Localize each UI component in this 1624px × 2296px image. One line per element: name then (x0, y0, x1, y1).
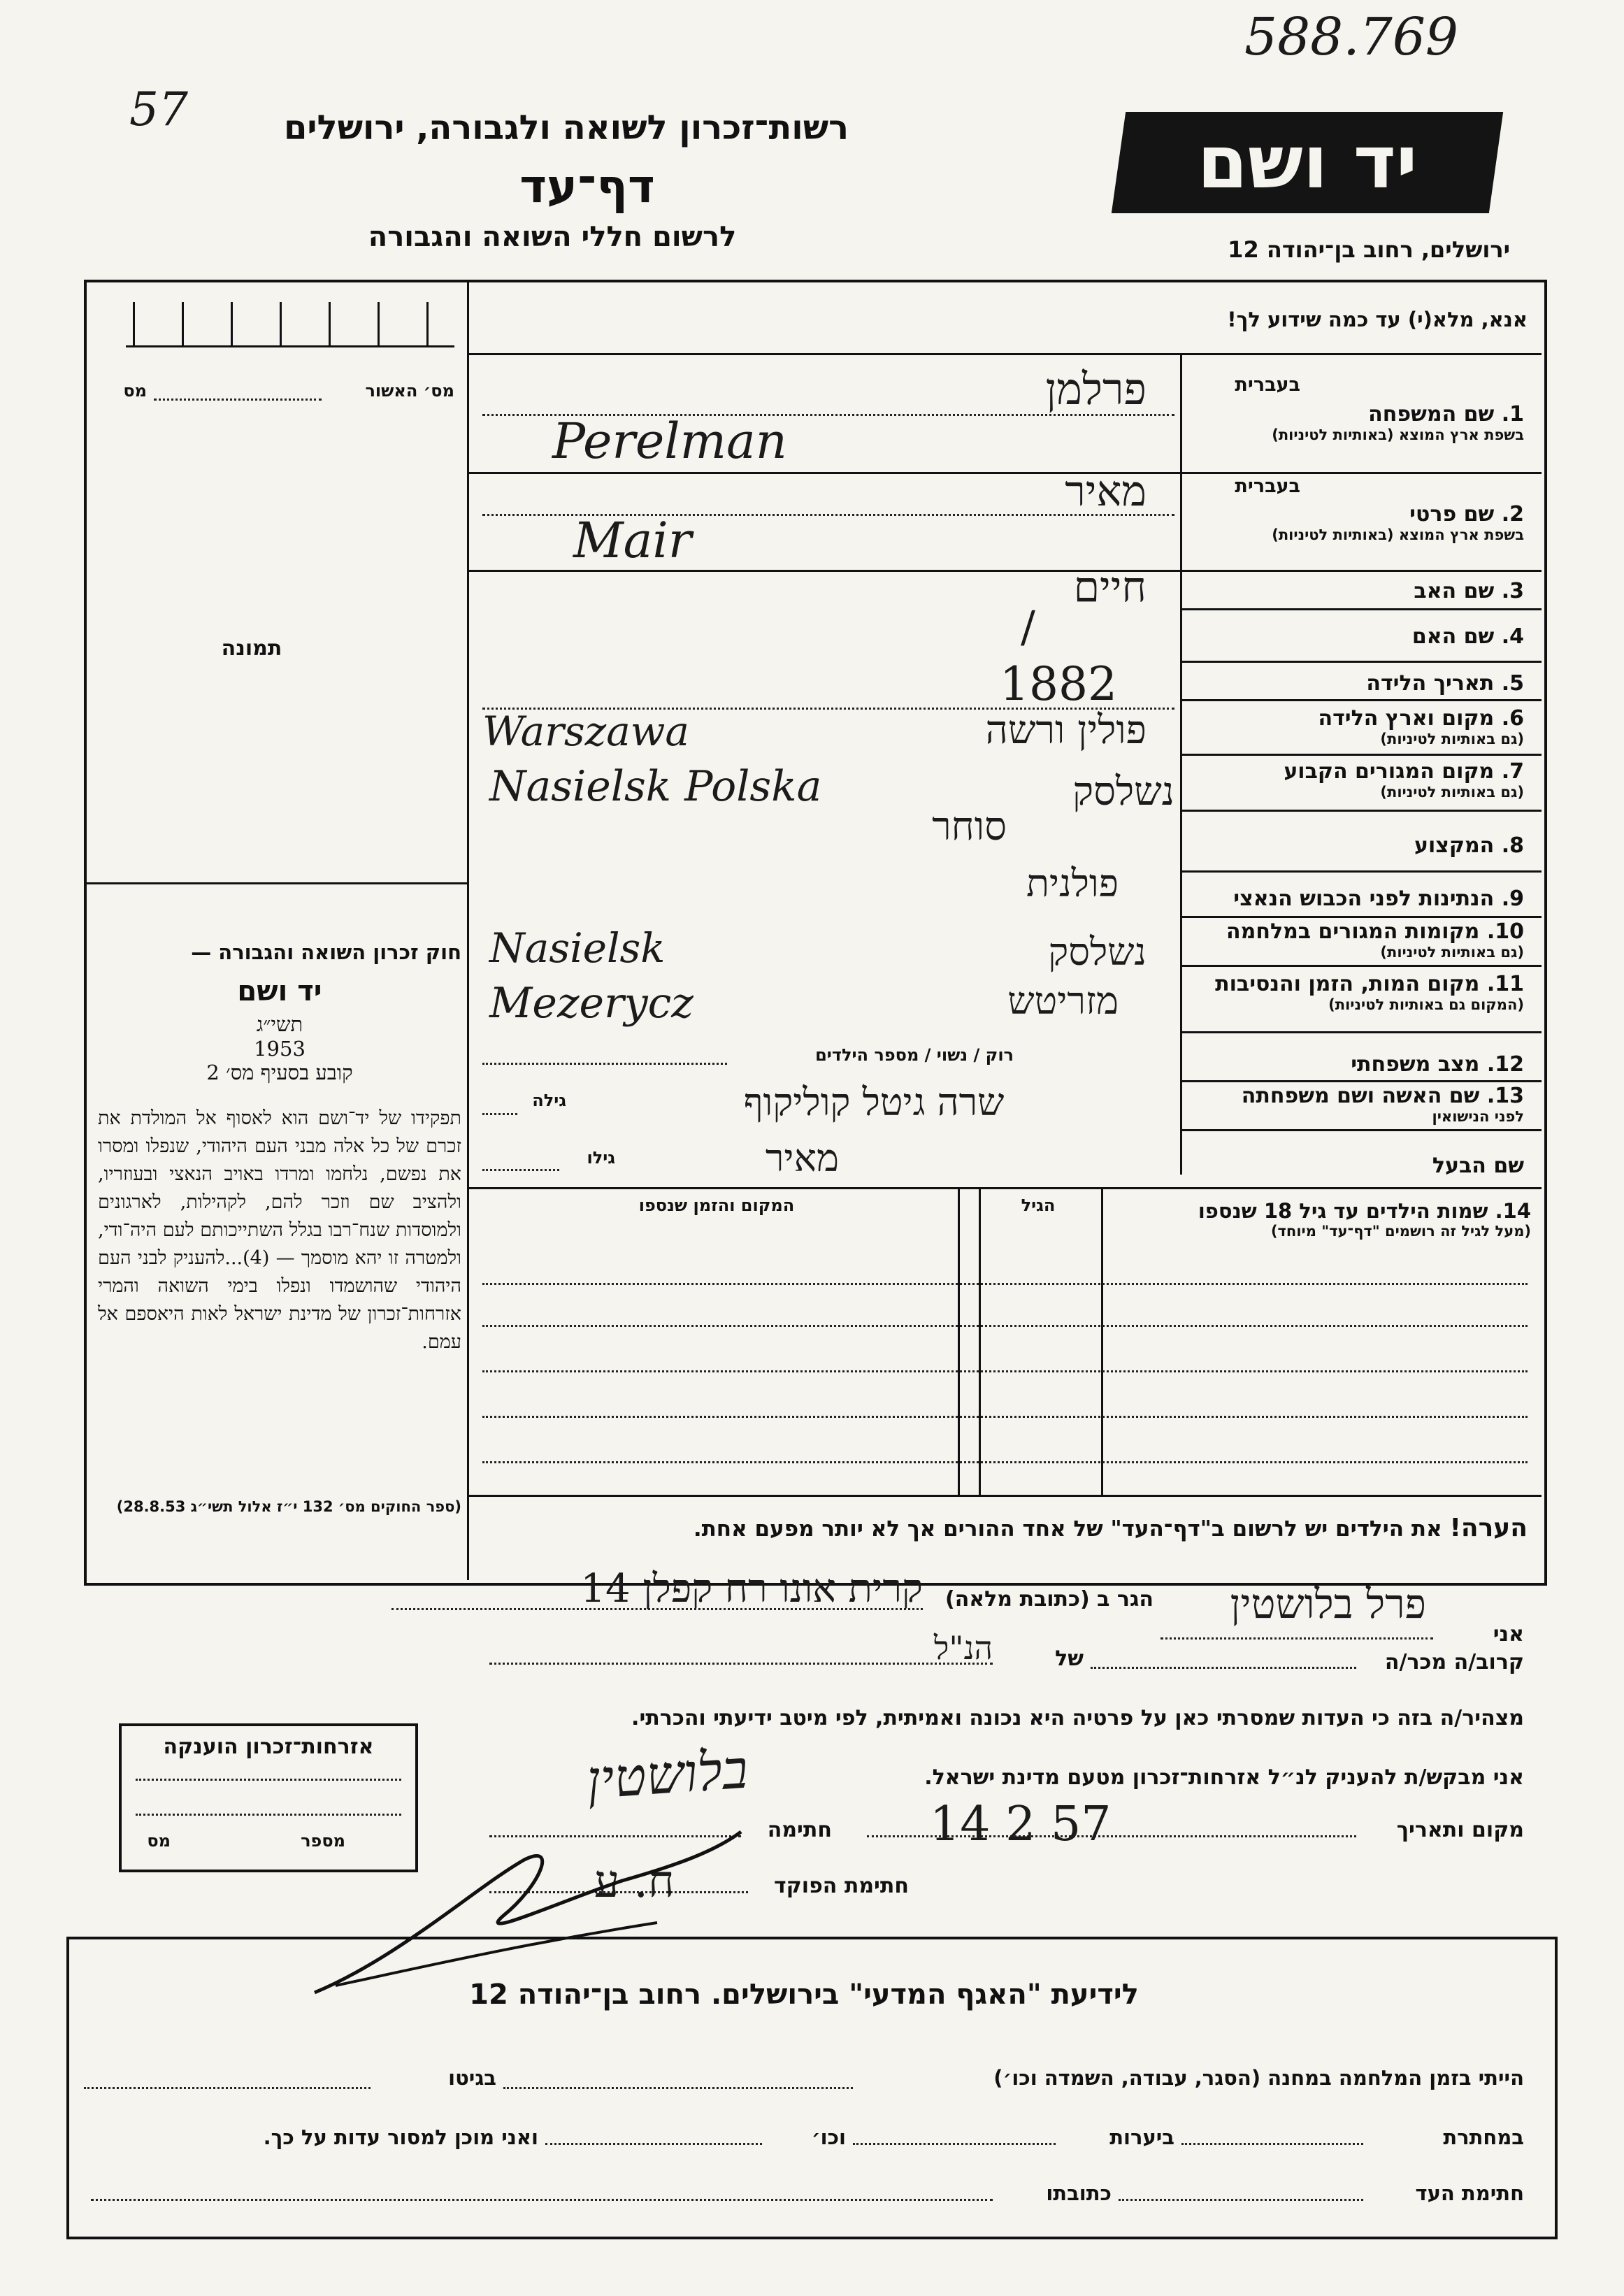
children-label (1112, 1199, 1531, 1240)
field11-title: מקום המות, הזמן והנסיבות (1215, 972, 1480, 996)
field10-value-latin[interactable]: Nasielsk (489, 924, 666, 972)
law-title: חוק זכרון השואה והגבורה — (191, 940, 461, 964)
field1-sub: בשפת ארץ המוצא (באותיות לטיניות) (1272, 426, 1524, 443)
law-citation: (ספר החוקים מס׳ 132 י״ז אלול תשי״ג 28.8.53) (116, 1498, 461, 1515)
approval-no-label: מס (123, 381, 147, 401)
certificate-box (119, 1723, 418, 1872)
field9-value[interactable]: פולנית (1026, 861, 1119, 905)
field7-value-latin[interactable]: Nasielsk Polska (489, 762, 822, 811)
place-date-label: מקום ותאריך (1396, 1818, 1524, 1842)
field8-title: המקצוע (1414, 833, 1495, 858)
field7-label (1188, 759, 1524, 801)
field7-value-he[interactable]: נשלסק (1072, 769, 1174, 815)
field9-label (1188, 887, 1524, 911)
field2-value-latin[interactable]: Mair (573, 512, 692, 569)
witness-i-label: אני (1493, 1622, 1524, 1646)
field12-number: 12. (1486, 1052, 1524, 1077)
form-title: דף־עד (519, 159, 655, 213)
footer-line2-mid: ביערות (1109, 2125, 1174, 2149)
field10-value-he[interactable]: נשלסק (1048, 930, 1147, 974)
witness-residing-label: הגר ב (כתובת מלאה) (944, 1587, 1154, 1612)
photo-label: תמונה (221, 636, 282, 661)
archive-number: 588.769 (1244, 7, 1459, 67)
field1-value-he[interactable]: פרלמן (1045, 364, 1147, 415)
label-column-divider (1180, 353, 1182, 1175)
footer-line2-mid2: וכו׳ (811, 2125, 846, 2149)
husband-label: שם הבעל (1432, 1154, 1524, 1178)
instructions-rule (467, 353, 1542, 355)
field6-sub: (גם באותיות לטיניות) (1380, 731, 1524, 747)
photo-area-bottom (84, 882, 467, 884)
field13-label (1188, 1084, 1524, 1125)
field11-label (1188, 972, 1524, 1013)
declaration: מצהיר/ה בזה כי העדות שמסרתי כאן על פרטיה היא נכונה ואמיתית, לפי מיטב ידיעתי והכרתי. (631, 1706, 1524, 1730)
field9-number: 9. (1501, 887, 1524, 911)
field2-sub: בשפת ארץ המוצא (באותיות לטיניות) (1272, 526, 1524, 543)
law-year: 1953 (254, 1037, 306, 1061)
signature: בלושטין (584, 1737, 750, 1811)
children-sub: (מעל לגיל זה רושמים "דף־עד" מיוחד) (1270, 1223, 1531, 1240)
field6-value-latin[interactable]: Warszawa (482, 708, 690, 755)
field11-sub: (המקום גם באותיות לטיניות) (1328, 996, 1524, 1013)
husband-age-label: גילו (587, 1148, 615, 1168)
field4-label (1188, 624, 1524, 649)
field10-title: מקומות המגורים במלחמה (1226, 919, 1480, 944)
children-number: 14. (1495, 1199, 1531, 1223)
field2-number: 2. (1501, 502, 1524, 526)
hatch-marks (126, 302, 454, 347)
field3-number: 3. (1501, 579, 1524, 603)
relation-label: קרוב/ה מכר/ה (1384, 1650, 1524, 1674)
officer-signature: ח. ע (594, 1856, 675, 1908)
certificate-no-abbrev: מס (147, 1831, 171, 1851)
law-section: קובע בסעיף מס׳ 2 (206, 1061, 353, 1084)
witness-name[interactable]: פרל בלושטין (1230, 1580, 1426, 1628)
footer-line3-start: חתימת העד (1415, 2181, 1524, 2205)
officer-label: חתימת הפוקד (774, 1874, 909, 1898)
field6-number: 6. (1501, 706, 1524, 731)
left-column-divider (467, 280, 469, 1580)
field3-value[interactable]: חיים (1073, 563, 1147, 612)
field1-value-latin[interactable]: Perelman (552, 412, 787, 470)
field11-value-he[interactable]: מזריטש (1007, 979, 1119, 1023)
field4-title: שם האם (1411, 624, 1495, 649)
field8-number: 8. (1501, 833, 1524, 858)
field3-title: שם האב (1414, 579, 1495, 603)
field8-value[interactable]: סוחר (932, 804, 1007, 849)
field5-number: 5. (1501, 671, 1524, 696)
field2-label (1188, 502, 1524, 543)
field4-value[interactable]: / (1021, 601, 1035, 652)
field5-value[interactable]: 1882 (1000, 657, 1117, 711)
authority-line: רשות־זכרון לשואה ולגבורה, ירושלים (283, 108, 849, 148)
footer-line2-start: במחתרת (1443, 2125, 1524, 2149)
field13-age-label: גילה (532, 1091, 566, 1110)
field13-title: שם האשה ושם משפחתה (1241, 1084, 1480, 1108)
field11-value-latin[interactable]: Mezerycz (489, 979, 694, 1028)
instructions: אנא, מלא(י) עד כמה שידוע לך! (1227, 308, 1528, 331)
note-row (482, 1514, 1528, 1542)
field6-label (1188, 706, 1524, 747)
field7-sub: (גם באותיות לטיניות) (1380, 784, 1524, 801)
children-col-age: הגיל (1021, 1196, 1056, 1215)
footer-line1: הייתי בזמן המלחמה במחנה (הסגר, עבודה, השמדה וכו׳) (993, 2066, 1524, 2090)
field9-title: הנתינות לפני הכבוש הנאצי (1233, 887, 1495, 911)
field1-label (1188, 402, 1524, 443)
note-label: הערה! (1449, 1514, 1528, 1542)
field6-value-he[interactable]: פולין ורשה (985, 708, 1147, 753)
law-text: תפקידו של יד־ושם הוא לאסוף אל המולדת את זכרם של כל אלה מבני העם היהודי, שנפלו ומסרו את נפשם, נלחמו ומרדו באויב הנאצי ובעוזריו, ולהציב שם וזכר להם, לקהילות, לארגונים ולמוסדות שנח־רבו בגלל השתייכותם לעם היה־ודי, ולמטרה זו יהא מוסמך — (4)...להעניק לבני העם היהודי שהושמדו ונפלו בימי השואה והמרי אזרחות־זכרון של מדינת ישראל לאות היאספם אל עמם. (98, 1107, 461, 1353)
law-name: יד ושם (237, 975, 322, 1007)
signature-label: חתימה (767, 1818, 832, 1842)
field2-title: שם פרטי (1409, 502, 1495, 526)
note-text: את הילדים יש לרשום ב"דף־העד" של אחד ההורים אך לא יותר מפעם אחת. (693, 1516, 1442, 1542)
corner-number: 57 (129, 82, 188, 136)
children-col-place: המקום והזמן שנספו (638, 1196, 795, 1215)
form-subtitle: לרשום חללי השואה והגבורה (368, 221, 737, 253)
header-address: ירושלים, רחוב בן־יהודה 12 (1228, 236, 1510, 263)
certificate-number-label: מספר (301, 1831, 345, 1851)
approval-label: מס׳ האשור (365, 381, 454, 401)
field2-value-he[interactable]: מאיר (1065, 467, 1147, 516)
footer-heading: לידיעת "האגף המדעי" בירושלים. רחוב בן־יהודה 12 (469, 1979, 1139, 2011)
yad-vashem-logo (1112, 112, 1503, 213)
relation-value[interactable]: הנ"ל (933, 1629, 993, 1667)
field1-title: שם המשפחה (1368, 402, 1495, 426)
children-title: שמות הילדים עד גיל 18 שנספו (1198, 1199, 1488, 1223)
field5-label (1188, 671, 1524, 696)
law-hebrew-year: תשי״ג (256, 1012, 303, 1036)
field11-number: 11. (1486, 972, 1524, 996)
field5-title: תאריך הלידה (1366, 671, 1495, 696)
field4-number: 4. (1501, 624, 1524, 649)
field12-label (1188, 1052, 1524, 1077)
logo-text: יד ושם (1197, 120, 1418, 205)
field10-sub: (גם באותיות לטיניות) (1380, 944, 1524, 961)
field3-label (1188, 579, 1524, 603)
field10-label (1188, 919, 1524, 961)
field10-number: 10. (1486, 919, 1524, 944)
of-label: של (1055, 1646, 1084, 1671)
footer-line1-end: בגיטו (448, 2066, 496, 2090)
field1-number: 1. (1501, 402, 1524, 426)
certificate-title: אזרחות־זכרון הוענקה (163, 1735, 374, 1759)
law-year-block (98, 1012, 461, 1085)
field1-lang-label: בעברית (1235, 374, 1300, 396)
field8-label (1188, 833, 1524, 858)
footer-line2-end: ואני מוכן למסור עדות על כך. (263, 2125, 538, 2149)
field7-title: מקום המגורים הקבוע (1284, 759, 1495, 784)
husband-value[interactable]: מאיר (765, 1136, 839, 1180)
field13-sub: לפני הנישואין (1432, 1108, 1524, 1125)
field13-value[interactable]: שרה גיטל קוליקוף (743, 1080, 1005, 1124)
field12-options: רוק / נשוי / מספר הילדים (815, 1045, 1014, 1065)
date-value[interactable]: 14 2 57 (930, 1797, 1112, 1852)
footer-line3-mid: כתובתו (1046, 2181, 1112, 2205)
field12-title: מצב משפחתי (1351, 1052, 1480, 1077)
field13-number: 13. (1486, 1084, 1524, 1108)
field6-title: מקום וארץ הלידה (1318, 706, 1495, 731)
request: אני מבקש/ת להעניק לנ״ל אזרחות־זכרון מטעם מדינת ישראל. (924, 1765, 1524, 1790)
witness-address[interactable]: קרית אונו רח קפלן 14 (580, 1566, 923, 1612)
field7-number: 7. (1501, 759, 1524, 784)
field2-lang-label: בעברית (1235, 475, 1300, 497)
